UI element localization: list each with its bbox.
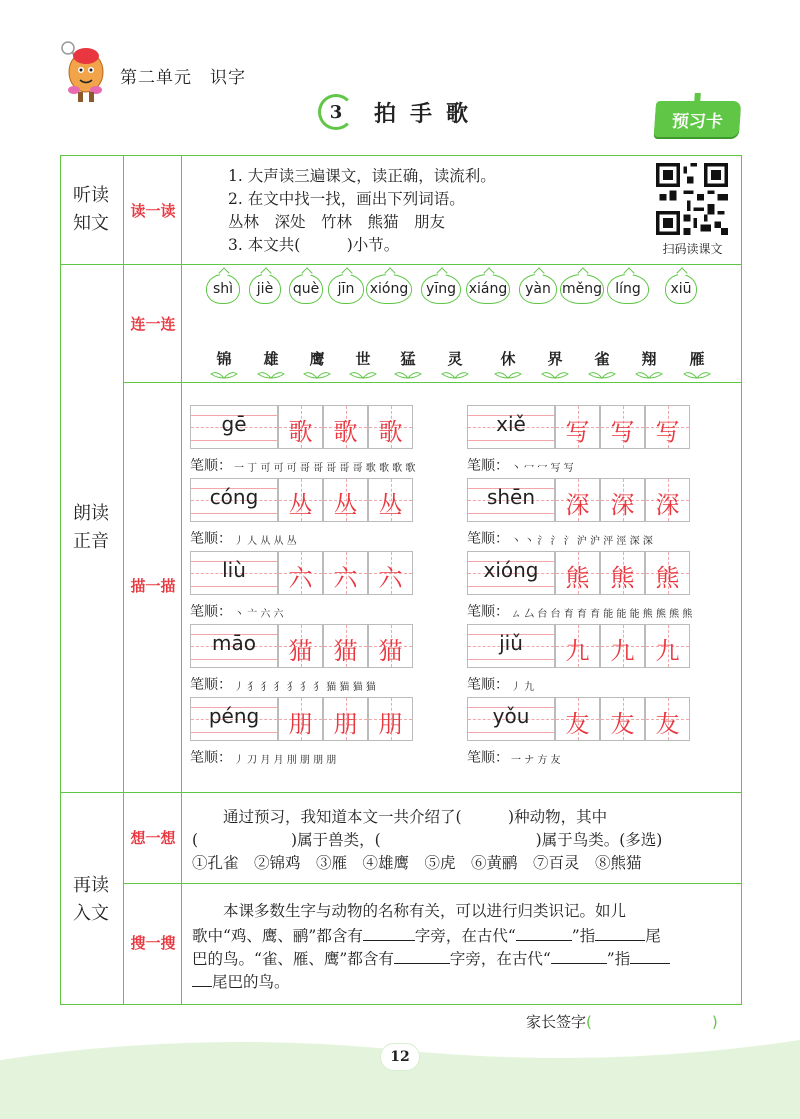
stroke-order-label: 笔顺： bbox=[190, 677, 232, 693]
char-cell[interactable]: 猫 bbox=[278, 624, 323, 668]
pinyin-box bbox=[190, 624, 278, 668]
stroke-order-label: 笔顺： bbox=[467, 531, 509, 547]
read-task-1: 1. 大声读三遍课文，读正确，读流利。 bbox=[228, 167, 496, 185]
leaf-icon bbox=[302, 369, 332, 379]
pinyin-box bbox=[190, 405, 278, 449]
char-cell[interactable]: 丛 bbox=[368, 478, 413, 522]
pinyin-bubble[interactable]: líng bbox=[607, 274, 649, 304]
leaf-icon bbox=[440, 369, 470, 379]
char-cell[interactable]: 六 bbox=[323, 551, 368, 595]
pinyin-text: māo bbox=[212, 631, 256, 655]
char-cell[interactable]: 猫 bbox=[368, 624, 413, 668]
blank-meaning-2[interactable] bbox=[551, 946, 607, 964]
leaf-icon bbox=[348, 369, 378, 379]
char-cell[interactable]: 丛 bbox=[278, 478, 323, 522]
read-tasks bbox=[228, 165, 496, 257]
label-connect: 连一连 bbox=[130, 315, 176, 333]
preview-card-tag: 预习卡 bbox=[654, 101, 742, 137]
blank-meaning-1[interactable] bbox=[516, 923, 572, 941]
search-line-2: 歌中“鸡、鹰、鹂”都含有 字旁，在古代“ ”指 尾 bbox=[192, 923, 732, 948]
hanzi-char[interactable]: 鹰 bbox=[309, 350, 325, 368]
read-task-words: 丛林 深处 竹林 熊猫 朋友 bbox=[228, 213, 446, 231]
blank-tail-1[interactable] bbox=[595, 923, 645, 941]
stroke-order-label: 笔顺： bbox=[190, 750, 232, 766]
leaf-icon bbox=[587, 369, 617, 379]
blank-tail-2-cont[interactable] bbox=[192, 969, 212, 987]
leaf-icon bbox=[393, 369, 423, 379]
pinyin-bubble[interactable]: xiū bbox=[665, 274, 697, 304]
stroke-order-label: 笔顺： bbox=[190, 604, 232, 620]
lesson-name: 拍手歌 bbox=[374, 100, 483, 127]
writing-block bbox=[190, 697, 415, 741]
hanzi-char[interactable]: 雁 bbox=[689, 350, 705, 368]
leaf-icon bbox=[540, 369, 570, 379]
search-line-4: 尾巴的鸟。 bbox=[192, 969, 732, 994]
writing-block bbox=[467, 478, 692, 522]
stroke-order-sequence: 丶 丶 氵 氵 氵 沪 沪 泙 涇 深 深 bbox=[511, 536, 653, 547]
hanzi-char[interactable]: 休 bbox=[500, 350, 516, 368]
writing-block bbox=[190, 551, 415, 595]
writing-block bbox=[190, 478, 415, 522]
char-cell[interactable]: 深 bbox=[645, 478, 690, 522]
think-line-1: 通过预习，我知道本文一共介绍了( )种动物，其中 bbox=[223, 808, 608, 826]
blank-radical-1[interactable] bbox=[363, 923, 415, 941]
char-cell[interactable]: 九 bbox=[555, 624, 600, 668]
lesson-title bbox=[318, 92, 482, 132]
hanzi-char[interactable]: 雀 bbox=[594, 350, 610, 368]
label-search: 搜一搜 bbox=[130, 934, 176, 952]
stroke-order-sequence: 一 丁 可 可 可 哥 哥 哥 哥 哥 歌 歌 歌 歌 bbox=[234, 463, 416, 474]
char-cell[interactable]: 熊 bbox=[600, 551, 645, 595]
char-cell[interactable]: 朋 bbox=[368, 697, 413, 741]
char-cell[interactable]: 写 bbox=[600, 405, 645, 449]
pinyin-text: cóng bbox=[209, 485, 259, 509]
pinyin-bubble[interactable]: měng bbox=[560, 274, 604, 304]
char-cell[interactable]: 友 bbox=[645, 697, 690, 741]
char-cell[interactable]: 朋 bbox=[278, 697, 323, 741]
pinyin-box bbox=[190, 697, 278, 741]
stroke-order-sequence: 丿 九 bbox=[511, 682, 535, 693]
pinyin-text: xiě bbox=[496, 412, 526, 436]
hanzi-char[interactable]: 雄 bbox=[263, 350, 279, 368]
leaf-icon bbox=[634, 369, 664, 379]
stroke-order-sequence: 丿 刀 月 月 刖 朋 朋 朋 bbox=[234, 755, 337, 766]
char-cell[interactable]: 写 bbox=[645, 405, 690, 449]
pinyin-bubble[interactable]: yīng bbox=[421, 274, 461, 304]
think-line-2: ( )属于兽类，( )属于鸟类。(多选) bbox=[192, 831, 663, 849]
stroke-order-label: 笔顺： bbox=[190, 531, 232, 547]
pinyin-bubble[interactable]: jiè bbox=[249, 274, 281, 304]
pinyin-bubble[interactable]: què bbox=[289, 274, 323, 304]
search-line-1: 本课多数生字与动物的名称有关，可以进行归类识记。如儿 bbox=[223, 902, 627, 920]
blank-tail-2[interactable] bbox=[630, 946, 670, 964]
writing-block bbox=[467, 405, 692, 449]
qr-code-icon[interactable] bbox=[656, 163, 728, 235]
char-cell[interactable]: 歌 bbox=[323, 405, 368, 449]
pinyin-bubble[interactable]: yàn bbox=[519, 274, 557, 304]
pinyin-bubble[interactable]: shì bbox=[206, 274, 240, 304]
pinyin-box bbox=[467, 624, 555, 668]
char-cell[interactable]: 写 bbox=[555, 405, 600, 449]
char-cell[interactable]: 六 bbox=[278, 551, 323, 595]
char-cell[interactable]: 友 bbox=[555, 697, 600, 741]
char-cell[interactable]: 深 bbox=[555, 478, 600, 522]
blank-radical-2[interactable] bbox=[394, 946, 450, 964]
char-cell[interactable]: 九 bbox=[645, 624, 690, 668]
parent-signature[interactable]: 家长签字( ) bbox=[526, 1013, 718, 1031]
pinyin-box bbox=[467, 551, 555, 595]
writing-block bbox=[467, 624, 692, 668]
page-number: 12 bbox=[380, 1043, 420, 1071]
unit-title: 第二单元 识字 bbox=[120, 68, 246, 88]
char-cell[interactable]: 歌 bbox=[368, 405, 413, 449]
char-cell[interactable]: 六 bbox=[368, 551, 413, 595]
stroke-order-sequence: 丶 冖 冖 写 写 bbox=[511, 463, 574, 474]
pinyin-bubble[interactable]: xióng bbox=[366, 274, 412, 304]
pinyin-text: jiǔ bbox=[499, 631, 523, 655]
pinyin-text: yǒu bbox=[492, 704, 530, 728]
char-cell[interactable]: 熊 bbox=[645, 551, 690, 595]
pinyin-text: shēn bbox=[486, 485, 536, 509]
char-cell[interactable]: 深 bbox=[600, 478, 645, 522]
pinyin-text: liù bbox=[222, 558, 246, 582]
stroke-order-label: 笔顺： bbox=[467, 750, 509, 766]
stroke-order-sequence: 丶 亠 六 六 bbox=[234, 609, 284, 620]
lesson-number: 3 bbox=[318, 94, 354, 130]
leaf-icon bbox=[256, 369, 286, 379]
char-cell[interactable]: 歌 bbox=[278, 405, 323, 449]
leaf-icon bbox=[493, 369, 523, 379]
writing-block bbox=[190, 405, 415, 449]
leaf-icon bbox=[682, 369, 712, 379]
qr-caption: 扫码读课文 bbox=[662, 242, 723, 256]
writing-block bbox=[467, 551, 692, 595]
stroke-order-label: 笔顺： bbox=[467, 677, 509, 693]
pinyin-box bbox=[467, 405, 555, 449]
section-reread: 再读 入文 bbox=[73, 875, 109, 924]
writing-block bbox=[467, 697, 692, 741]
hanzi-char[interactable]: 翔 bbox=[641, 350, 657, 368]
label-think: 想一想 bbox=[130, 829, 176, 847]
stroke-order-sequence: 丿 人 从 从 丛 bbox=[234, 536, 297, 547]
read-task-2: 2. 在文中找一找，画出下列词语。 bbox=[228, 190, 465, 208]
pinyin-text: xióng bbox=[483, 558, 539, 582]
read-task-3[interactable]: 3. 本文共( )小节。 bbox=[228, 236, 400, 254]
search-line-3: 巴的鸟。“雀、雁、鹰”都含有 字旁，在古代“ ”指 bbox=[192, 946, 732, 971]
mascot-illustration bbox=[58, 38, 108, 104]
pinyin-text: gē bbox=[221, 412, 247, 436]
label-read: 读一读 bbox=[130, 202, 176, 220]
section-read-aloud: 朗读 正音 bbox=[73, 503, 109, 552]
section-listen: 听读 知文 bbox=[73, 185, 109, 234]
pinyin-box bbox=[190, 478, 278, 522]
leaf-icon bbox=[209, 369, 239, 379]
stroke-order-label: 笔顺： bbox=[190, 458, 232, 474]
hanzi-char[interactable]: 世 bbox=[355, 350, 371, 368]
label-trace: 描一描 bbox=[130, 577, 176, 595]
pinyin-text: péng bbox=[208, 704, 260, 728]
writing-block bbox=[190, 624, 415, 668]
char-cell[interactable]: 熊 bbox=[555, 551, 600, 595]
stroke-order-sequence: 丿 犭 犭 犭 犭 犭 犭 猫 猫 猫 猫 bbox=[234, 682, 376, 693]
char-cell[interactable]: 朋 bbox=[323, 697, 368, 741]
hanzi-char[interactable]: 灵 bbox=[447, 350, 463, 368]
char-cell[interactable]: 猫 bbox=[323, 624, 368, 668]
stroke-order-label: 笔顺： bbox=[467, 458, 509, 474]
hanzi-char[interactable]: 锦 bbox=[216, 350, 232, 368]
pinyin-bubble[interactable]: jīn bbox=[328, 274, 364, 304]
stroke-order-sequence: 一 ナ 方 友 bbox=[511, 755, 561, 766]
char-cell[interactable]: 九 bbox=[600, 624, 645, 668]
char-cell[interactable]: 丛 bbox=[323, 478, 368, 522]
hanzi-char[interactable]: 界 bbox=[547, 350, 563, 368]
stroke-order-label: 笔顺： bbox=[467, 604, 509, 620]
char-cell[interactable]: 友 bbox=[600, 697, 645, 741]
pinyin-box bbox=[467, 478, 555, 522]
hanzi-char[interactable]: 猛 bbox=[400, 350, 416, 368]
pinyin-box bbox=[467, 697, 555, 741]
pinyin-box bbox=[190, 551, 278, 595]
think-options: ①孔雀 ②锦鸡 ③雁 ④雄鹰 ⑤虎 ⑥黄鹂 ⑦百灵 ⑧熊猫 bbox=[192, 854, 642, 872]
pinyin-bubble[interactable]: xiáng bbox=[466, 274, 510, 304]
stroke-order-sequence: ㄙ 厶 台 台 育 育 育 能 能 能 熊 熊 熊 熊 bbox=[511, 609, 693, 620]
